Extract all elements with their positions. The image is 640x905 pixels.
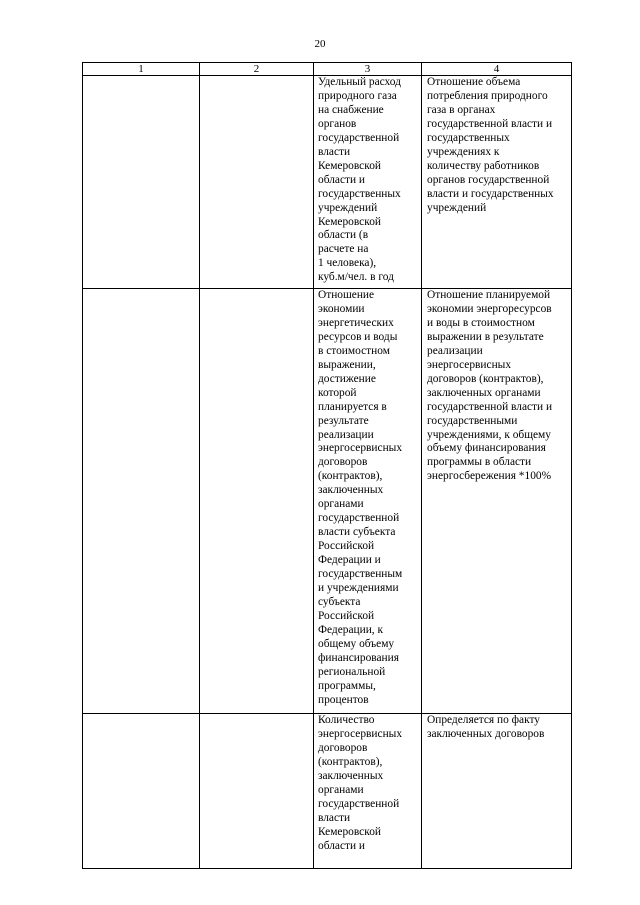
table-cell-col2 (200, 76, 314, 289)
indicator-name-cell: Удельный расход природного газа на снабжение органов государственной власти Кемеровской области и государственных учреждений Кемеровской области (в расчете на 1 человека), куб.м/чел. в год (314, 76, 422, 289)
column-header-3: 3 (314, 63, 422, 76)
calculation-method-cell: Отношение планируемой экономии энергоресурсов и воды в стоимостном выражении в результате реализации энергосервисных договоров (контрактов), заключенных органами государственной власти и государственными учреждениями, к общему объему финансирования программы в области энергосбережения *100% (422, 289, 572, 714)
indicator-name-cell: Количество энергосервисных договоров (контрактов), заключенных органами государственной власти Кемеровской области и (314, 714, 422, 869)
indicator-name-cell: Отношение экономии энергетических ресурсов и воды в стоимостном выражении, достижение которой планируется в результате реализации энергосервисных договоров (контрактов), заключенных органами государственной власти субъекта Российской Федерации и государственным и учреждениями субъекта Российской Федерации, к общему объему финансирования региональной программы, процентов (314, 289, 422, 714)
table-header-row (83, 63, 572, 76)
table-cell-col2 (200, 289, 314, 714)
calculation-method-cell: Отношение объема потребления природного газа в органах государственной власти и государственных учреждениях к количеству работников органов государственной власти и государственных учреждений (422, 76, 572, 289)
table-row (83, 289, 572, 714)
table-row (83, 714, 572, 869)
column-header-4: 4 (422, 63, 572, 76)
table-cell-col1 (83, 289, 200, 714)
table-cell-col1 (83, 76, 200, 289)
column-header-1: 1 (83, 63, 200, 76)
indicators-table (82, 62, 572, 869)
table-cell-col1 (83, 714, 200, 869)
calculation-method-cell: Определяется по факту заключенных договоров (422, 714, 572, 869)
table-cell-col2 (200, 714, 314, 869)
table-row (83, 76, 572, 289)
page-number: 20 (314, 38, 326, 50)
column-header-2: 2 (200, 63, 314, 76)
